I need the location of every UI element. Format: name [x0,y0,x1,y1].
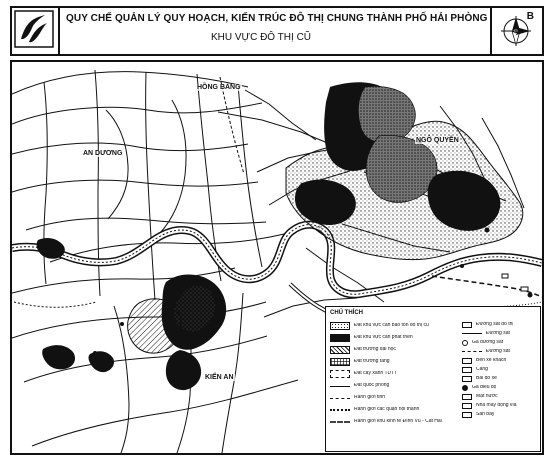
legend-label: Đường sắt đô thị [476,321,514,327]
district-label-an-duong: AN DƯƠNG [83,150,123,157]
compass [490,8,542,54]
legend-item [462,356,540,365]
legend-label: Đất quốc phòng [354,383,390,389]
legend-item [330,404,450,416]
legend-symbol [462,351,482,352]
logo [12,8,60,54]
legend-symbol [462,403,472,409]
legend-item [462,401,540,410]
legend-label: Sân bay [476,411,495,417]
page-subtitle: KHU VỰC ĐÔ THỊ CŨ [210,32,312,43]
legend-item [330,356,450,368]
legend-symbol [330,409,350,411]
legend-label: Mặt nước [476,393,498,399]
district-label-kien-an: KIẾN AN [205,374,234,381]
logo-icon [12,8,56,50]
legend-left-column [330,320,450,428]
page-title: QUY CHẾ QUẢN LÝ QUY HOẠCH, KIẾN TRÚC ĐÔ THỊ CHUNG THÀNH PHỐ HẢI PHÒNG [66,13,488,24]
legend-symbol [330,386,350,387]
legend-item [330,416,450,428]
legend-symbol [330,358,350,366]
legend-symbol [462,376,472,382]
legend-symbol [462,358,472,364]
district-label-hong-bang: HỒNG BÀNG [197,84,241,91]
legend-title: CHÚ THÍCH [330,310,363,316]
legend-symbol [462,322,472,328]
legend-item [330,368,450,380]
legend-label: Bến xe khách [476,357,507,363]
city-map [10,60,544,455]
legend-label: Ga điều độ [472,384,497,390]
legend-item [330,332,450,344]
legend-item [462,392,540,401]
legend-label: Đường sắt [486,348,510,354]
legend-symbol [462,394,472,400]
legend-right-column [462,320,540,419]
legend-item [462,338,540,347]
north-label: B [526,11,534,22]
legend-item [462,329,540,338]
legend-item [462,410,540,419]
legend-label: Đất khu vực cần phát triển [354,335,413,341]
legend-symbol [462,385,468,391]
legend-symbol [330,346,350,354]
legend-label: Đất khu vực cần bảo tồn đô thị cũ [354,323,429,329]
legend-label: Ranh giới khu kinh tế Đình Vũ - Cát Hải [354,419,442,425]
map-legend [325,306,541,452]
map-header [10,6,544,56]
legend-symbol [330,370,350,378]
legend-symbol [462,367,472,373]
legend-symbol [462,412,472,418]
legend-symbol [330,421,350,423]
legend-item [330,392,450,404]
legend-item [462,374,540,383]
legend-label: Ranh giới tỉnh [354,395,386,401]
legend-symbol [330,334,350,342]
legend-symbol [462,340,468,346]
legend-label: Bãi đỗ xe [476,375,497,381]
legend-item [462,320,540,329]
district-label-ngo-quyen: NGÔ QUYỀN [416,137,459,144]
legend-label: Đất trường đại học [354,347,396,353]
legend-item [330,344,450,356]
legend-item [462,347,540,356]
legend-item [330,320,450,332]
kien-an-hatched-zone [128,299,182,353]
legend-label: Ranh giới các quận nội thành [354,407,420,413]
legend-item [462,365,540,374]
legend-symbol [462,333,482,334]
legend-label: Đường sắt [486,330,510,336]
legend-item [462,383,540,392]
legend-label: Cảng [476,366,488,372]
legend-symbol [330,398,350,399]
legend-label: Đất trường tầng [354,359,390,365]
legend-item [330,380,450,392]
legend-label: Nhà máy động vìa [476,402,517,408]
legend-label: Ga đường sắt [472,339,504,345]
legend-label: Đất cây xanh TDTT [354,371,398,377]
legend-symbol [330,322,350,330]
